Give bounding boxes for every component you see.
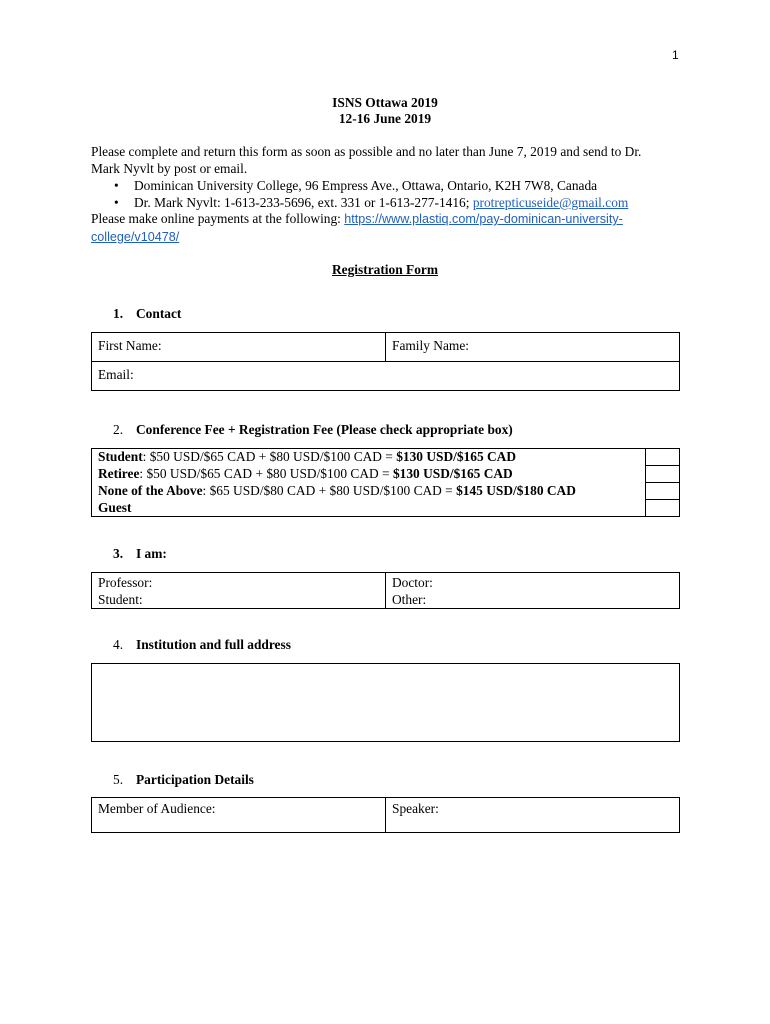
registration-form-heading <box>0 262 770 278</box>
family-name-label: Family Name: <box>392 338 469 353</box>
section-title: I am: <box>136 546 167 561</box>
contact-phone-text: Dr. Mark Nyvlt: 1-613-233-5696, ext. 331 or 1-613-277-1416; <box>134 195 473 210</box>
fee-row <box>92 500 680 517</box>
document-title: ISNS Ottawa 2019 <box>332 95 438 110</box>
section-title: Participation Details <box>136 772 254 787</box>
fee-row <box>92 483 680 500</box>
fee-table <box>91 448 680 517</box>
email-field[interactable] <box>92 362 680 391</box>
fee-checkbox-retiree[interactable] <box>646 466 680 483</box>
audience-label: Member of Audience: <box>98 801 216 816</box>
audience-field[interactable] <box>92 798 386 833</box>
document-dates: 12-16 June 2019 <box>338 111 432 126</box>
fee-row-text: Guest <box>92 500 646 517</box>
institution-address-field[interactable] <box>92 664 680 742</box>
section-title: Institution and full address <box>136 637 291 652</box>
family-name-field[interactable] <box>386 333 680 362</box>
fee-checkbox-student[interactable] <box>646 449 680 466</box>
first-name-field[interactable] <box>92 333 386 362</box>
other-option[interactable]: Other: <box>392 592 427 607</box>
payment-url-link[interactable]: https://www.plastiq.com/pay-dominican-university- <box>344 212 623 226</box>
bullet-address-text: Dominican University College, 96 Empress Ave., Ottawa, Ontario, K2H 7W8, Canada <box>134 178 598 193</box>
page-number: 1 <box>672 48 679 62</box>
fee-row <box>92 449 680 466</box>
bullet-contact-text <box>134 194 628 211</box>
iam-right-cell <box>386 573 680 609</box>
fee-checkbox-guest[interactable] <box>646 500 680 517</box>
doctor-option[interactable]: Doctor: <box>392 575 433 590</box>
fee-row-text: Retiree: $50 USD/$65 CAD + $80 USD/$100 CAD = $130 USD/$165 CAD <box>92 466 646 483</box>
section-number: 1. <box>113 306 124 321</box>
fee-row <box>92 466 680 483</box>
section-number: 2. <box>113 422 124 437</box>
payment-line <box>91 210 623 228</box>
speaker-field[interactable] <box>386 798 680 833</box>
intro-line-1: Please complete and return this form as soon as possible and no later than June 7, 2019 and send to Dr. <box>91 144 642 159</box>
payment-prefix: Please make online payments at the following: <box>91 211 345 226</box>
section-number: 3. <box>113 546 124 561</box>
contact-table <box>91 332 680 391</box>
section-title: Contact <box>136 306 182 321</box>
bullet-dot-icon: • <box>114 178 119 193</box>
speaker-label: Speaker: <box>392 801 439 816</box>
fee-row-text: Student: $50 USD/$65 CAD + $80 USD/$100 CAD = $130 USD/$165 CAD <box>92 449 646 466</box>
section-title: Conference Fee + Registration Fee (Please check appropriate box) <box>136 422 513 437</box>
intro-line-2: Mark Nyvlt by post or email. <box>91 161 248 176</box>
registration-form-heading-text: Registration Form <box>332 262 438 277</box>
fee-checkbox-none[interactable] <box>646 483 680 500</box>
institution-table <box>91 663 680 742</box>
payment-url-link-continued[interactable]: college/v10478/ <box>91 230 180 244</box>
professor-option[interactable]: Professor: <box>98 575 153 590</box>
bullet-dot-icon: • <box>114 195 119 210</box>
student-option[interactable]: Student: <box>98 592 143 607</box>
fee-row-text: None of the Above: $65 USD/$80 CAD + $80 USD/$100 CAD = $145 USD/$180 CAD <box>92 483 646 500</box>
iam-left-cell <box>92 573 386 609</box>
email-label: Email: <box>98 367 134 382</box>
section-number: 4. <box>113 637 124 652</box>
first-name-label: First Name: <box>98 338 162 353</box>
email-link[interactable]: protrepticuseide@gmail.com <box>472 195 629 210</box>
section-number: 5. <box>113 772 124 787</box>
payment-line-2 <box>91 228 179 246</box>
iam-table <box>91 572 680 609</box>
participation-table <box>91 797 680 833</box>
